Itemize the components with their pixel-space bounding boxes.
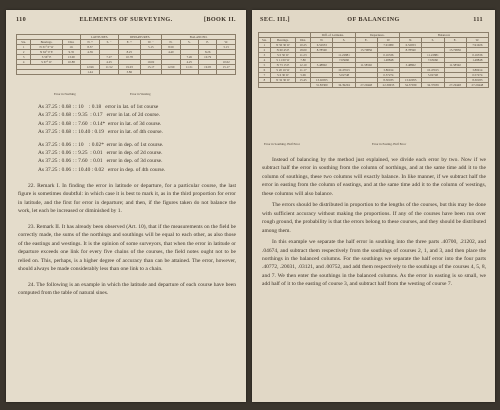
table-cell: 5.06: [296, 73, 311, 78]
column-header: N. +: [81, 40, 100, 45]
error-calculations: [38, 103, 165, 174]
column-header: W.: [217, 40, 236, 45]
diff-cell: 3.86: [119, 70, 141, 75]
group-header: Diff. of Latitudes.: [311, 33, 355, 38]
table-cell: S 6 30 W: [270, 73, 295, 78]
table-cell: 0.57274: [466, 73, 488, 78]
table-cell: S 11 00 W: [270, 58, 295, 63]
table-cell: N 32 30 W: [270, 78, 295, 83]
table-cell: N 60 45 E: [270, 48, 295, 53]
calc-line: As 37.25 : 0.68 : : 7.60 : 0.14* error in lat. of 3d course.: [38, 120, 162, 127]
table-cell: 8.30183: [466, 78, 488, 83]
sum-cell: 15.17: [217, 65, 236, 70]
table-cell: 1.48848: [466, 58, 488, 63]
table-cell: 8.25: [119, 50, 141, 55]
diff-cell: [217, 70, 236, 75]
diffs-row: [17, 70, 236, 75]
diff-cell: [140, 70, 162, 75]
right-paragraph-1: Instead of balancing by the method just explained, we divide each error by two. Now if we subtract half the error in southing from the column of northings, and at the same time add it to the column of southings, these two columns will exactly balance. In like manner, if we subtract half the error in easting from the column of eastings, and at the same time add it to the column of westings, these columns will also balance.: [262, 157, 486, 197]
group-header: Balanced.: [400, 33, 489, 38]
table-cell: 4: [17, 60, 31, 65]
table-cell: N 31° 0' W: [31, 45, 62, 50]
left-table-note-dep: Error in Westing: [130, 92, 151, 96]
table-cell: 10.02: [140, 60, 162, 65]
table-cell: 1: [259, 43, 271, 48]
column-header: S.: [180, 40, 198, 45]
left-running-title: ELEMENTS OF SURVEYING.: [79, 16, 173, 23]
column-header: S.: [333, 38, 355, 43]
table-cell: 8.59: [162, 45, 180, 50]
sum-cell: 22.30635: [377, 83, 399, 88]
left-table-note-lat: Error in Northing: [54, 92, 76, 96]
right-page: [252, 10, 495, 402]
table-cell: 10.02: [217, 60, 236, 65]
table-cell: 8.78590: [311, 48, 333, 53]
sum-cell: 27.29448: [444, 83, 466, 88]
left-running-head: [6, 16, 246, 26]
column-header: E. +: [119, 40, 141, 45]
right-page-number: 111: [473, 16, 483, 23]
right-sec-ref: SEC. III.]: [260, 16, 290, 23]
table-cell: N 62° 0' E: [31, 50, 62, 55]
group-header: DEPARTURES.: [119, 35, 162, 40]
table-cell: S 56° E: [31, 55, 62, 60]
table-cell: 5.15: [217, 45, 236, 50]
table-cell: S 20 16 W: [270, 68, 295, 73]
sum-cell: 12.96: [81, 65, 100, 70]
table-cell: 10.78: [119, 55, 141, 60]
sum-cell: 12.99: [162, 65, 180, 70]
table-cell: 4.39: [81, 50, 100, 55]
column-header: Sta.: [17, 40, 31, 45]
calc-line: As 37.25 : 0.68 : : 10 : 0.18 error in lat. of 1st course: [38, 104, 159, 110]
table-cell: 11.17: [296, 68, 311, 73]
column-header: W.: [377, 38, 399, 43]
column-header: N.: [311, 38, 333, 43]
calc-line: As 37.25 : 0.06 : : 9.25 : 0.01 error in dep. of 2d course.: [38, 150, 163, 157]
column-header: E.: [198, 40, 216, 45]
diff-cell: [180, 70, 198, 75]
table-cell: S 0 50 W: [270, 53, 295, 58]
sum-cell: 15.17: [140, 65, 162, 70]
column-header: Bearings.: [31, 40, 62, 45]
table-cell: 1.48848: [377, 58, 399, 63]
table-cell: 0.16336: [377, 53, 399, 58]
table-cell: 6: [259, 68, 271, 73]
diff-cell: 1.44: [81, 70, 100, 75]
right-body-text: [262, 156, 486, 289]
table-cell: 12.10: [296, 63, 311, 68]
table-cell: 4.25: [180, 60, 198, 65]
table-cell: 10.47915: [422, 68, 444, 73]
right-running-head: [252, 16, 495, 26]
table-cell: 4.25: [100, 60, 119, 65]
table-cell: 7.65660: [422, 58, 444, 63]
table-cell: 0.16336: [466, 53, 488, 58]
group-header: LATITUDES.: [81, 35, 119, 40]
right-paragraph-2: The errors should be distributed in proportion to the lengths of the courses, but this may be done with sufficient accuracy without making the proportions. If any of the courses have been run over rough ground, the probability is that the errors belong to these courses, and they should be distributed among them.: [262, 202, 486, 234]
table-cell: 15.70856: [355, 48, 377, 53]
calc-line: As 37.25 : 0.68 : : 9.35 : 0.17 error in lat. of 2d course.: [38, 112, 161, 119]
table-cell: 13.00: [62, 55, 80, 60]
table-cell: 11.23: [296, 53, 311, 58]
column-header: Sta.: [259, 38, 271, 43]
table-cell: 13.02955: [311, 78, 333, 83]
column-header: N.: [162, 40, 180, 45]
group-header: BALANCED.: [162, 35, 236, 40]
diff-cell: [100, 70, 119, 75]
table-cell: 8.30183: [377, 78, 399, 83]
table-cell: 8.78590: [400, 48, 422, 53]
sum-cell: 11.51: [180, 65, 198, 70]
calc-line: As 37.25 : 0.06 : : 10.40 : 0.02 error in dep. of 4th course.: [38, 166, 166, 173]
table-cell: 11.22881: [333, 53, 355, 58]
column-header: S.: [422, 38, 444, 43]
table-cell: 5.02748: [333, 73, 355, 78]
table-cell: 8.57: [81, 45, 100, 50]
table-cell: 0.57274: [377, 73, 399, 78]
table-cell: N 73 15 E: [270, 63, 295, 68]
table-cell: 3.48802: [311, 63, 333, 68]
table-cell: 10.79: [198, 55, 216, 60]
column-header: Dist.: [62, 40, 80, 45]
table-cell: 11.58592: [355, 63, 377, 68]
column-header: N.: [400, 38, 422, 43]
calc-line: As 37.25 : 0.06 : : 7.60 : 0.01 error in dep. of 3d course.: [38, 158, 163, 165]
left-page: [6, 10, 246, 402]
table-cell: 15.45: [296, 78, 311, 83]
sum-cell: 34.39204: [333, 83, 355, 88]
remark-2: 23. Remark II. It has already been observed (Art. 10), that if the measurements on the field be correctly made, the sums of the northings and southings will be equal to each other, as also those of the eastings and westings. It is the opinion of some surveyors, that when the error in latitude or departure exceeds one link for every five chains of the courses, the field notes ought not to be relied on. This, perhaps, is a higher degree of accuracy than can be attained. The error, however, should always be made considerably less than one link to a chain.: [18, 223, 236, 273]
table-cell: 6.52953: [400, 43, 422, 48]
table-cell: 5.15: [140, 45, 162, 50]
table-cell: 10.88: [62, 60, 80, 65]
table-cell: 4.40: [162, 50, 180, 55]
table-cell: 3: [17, 55, 31, 60]
right-table-note-dep: Error in Easting. Half Error: [372, 142, 407, 146]
table-cell: 8.26: [198, 50, 216, 55]
right-running-title: OF BALANCING: [347, 16, 400, 23]
table-cell: 5.02748: [422, 73, 444, 78]
paragraph-24: 24. The following is an example in which the latitude and departure of each course have been computed from the table of natural sines.: [18, 281, 236, 296]
sum-cell: 27.29448: [355, 83, 377, 88]
column-header: E.: [355, 38, 377, 43]
table-cell: 6.52953: [311, 43, 333, 48]
left-body-text: [18, 182, 236, 297]
table-cell: 1: [17, 45, 31, 50]
sum-cell: 19.05: [198, 65, 216, 70]
table-cell: 7.80: [296, 58, 311, 63]
table-cell: 4: [259, 58, 271, 63]
column-header: E.: [444, 38, 466, 43]
table-cell: 7.91080: [377, 43, 399, 48]
table-cell: 7.91026: [466, 43, 488, 48]
column-header: S. −: [100, 40, 119, 45]
column-header: W.: [466, 38, 488, 43]
sum-cell: 11.52: [100, 65, 119, 70]
sum-cell: 34.37939: [422, 83, 444, 88]
left-page-number: 110: [16, 16, 27, 23]
table-cell: 7.26: [180, 55, 198, 60]
sum-cell: 34.37939: [400, 83, 422, 88]
table-cell: 3: [259, 53, 271, 58]
right-paragraph-3: In this example we separate the half error in southing into the three parts .40700, .21202, and .04674, and subtract them respectively from the southings of courses 2, 1, and 3, and then place the northings in the balanced columns. For the southings we separate the half error into the four parts .40772, .20031, .03121, and .00752, and add them respectively to the southings of the courses 4, 5, 8, and 7. We then enter the southings in the balanced columns. As the error in easting is so small, we add half of it to the easting of course 3, and subtract half from the westing of course 7.: [262, 239, 486, 288]
table-cell: 10.47915: [333, 68, 355, 73]
calc-line: As 37.25 : 0.68 : : 10.40 : 0.19 error in lat. of 4th course.: [38, 129, 163, 136]
table-cell: 10.: [62, 45, 80, 50]
table-cell: 3.48802: [400, 63, 422, 68]
table-cell: S 67° W: [31, 60, 62, 65]
right-table-note-lat: Error in Southing. Half Error: [264, 142, 300, 146]
table-cell: 3.86914: [377, 68, 399, 73]
group-header: Departures.: [355, 33, 399, 38]
table-cell: 7: [259, 73, 271, 78]
column-header: W. −: [140, 40, 162, 45]
column-header: Bearings.: [270, 38, 295, 43]
sum-cell: 27.29448: [466, 83, 488, 88]
table-cell: 11.22881: [422, 53, 444, 58]
table-cell: 7.65660: [333, 58, 355, 63]
sum-cell: 31.83300: [311, 83, 333, 88]
table-cell: 2: [259, 48, 271, 53]
sums-row: [259, 83, 489, 88]
table-cell: 8: [259, 78, 271, 83]
table-cell: 2: [17, 50, 31, 55]
table-cell: 11.58592: [444, 63, 466, 68]
remark-1: 22. Remark I. In finding the error in latitude or departure, for a particular course, the last figure is sometimes doubtful: in which case it is best to mark it, as in the third proportion for error in latitude, and the first for error in departure; and then, if the figures taken do not balance the work, let each be increased or diminished by 1.: [18, 183, 236, 215]
table-cell: N 50 30 W: [270, 43, 295, 48]
diff-cell: [162, 70, 180, 75]
left-book-ref: [BOOK II.: [203, 16, 236, 23]
table-cell: 10.25: [296, 43, 311, 48]
left-field-table: [16, 34, 236, 75]
table-cell: 7.27: [100, 55, 119, 60]
table-cell: 9.35: [62, 50, 80, 55]
table-cell: 13.02955: [400, 78, 422, 83]
diff-cell: [198, 70, 216, 75]
calc-line: As 37.25 : 0.06 : : 10 : 0.02* error in dep. of 1st course.: [38, 141, 164, 148]
sum-cell: 19.03: [119, 65, 141, 70]
right-field-table: [258, 32, 489, 88]
table-cell: 18.00: [296, 48, 311, 53]
column-header: Dist.: [296, 38, 311, 43]
table-cell: 15.70856: [444, 48, 466, 53]
table-cell: 5: [259, 63, 271, 68]
table-cell: 3.86914: [466, 68, 488, 73]
